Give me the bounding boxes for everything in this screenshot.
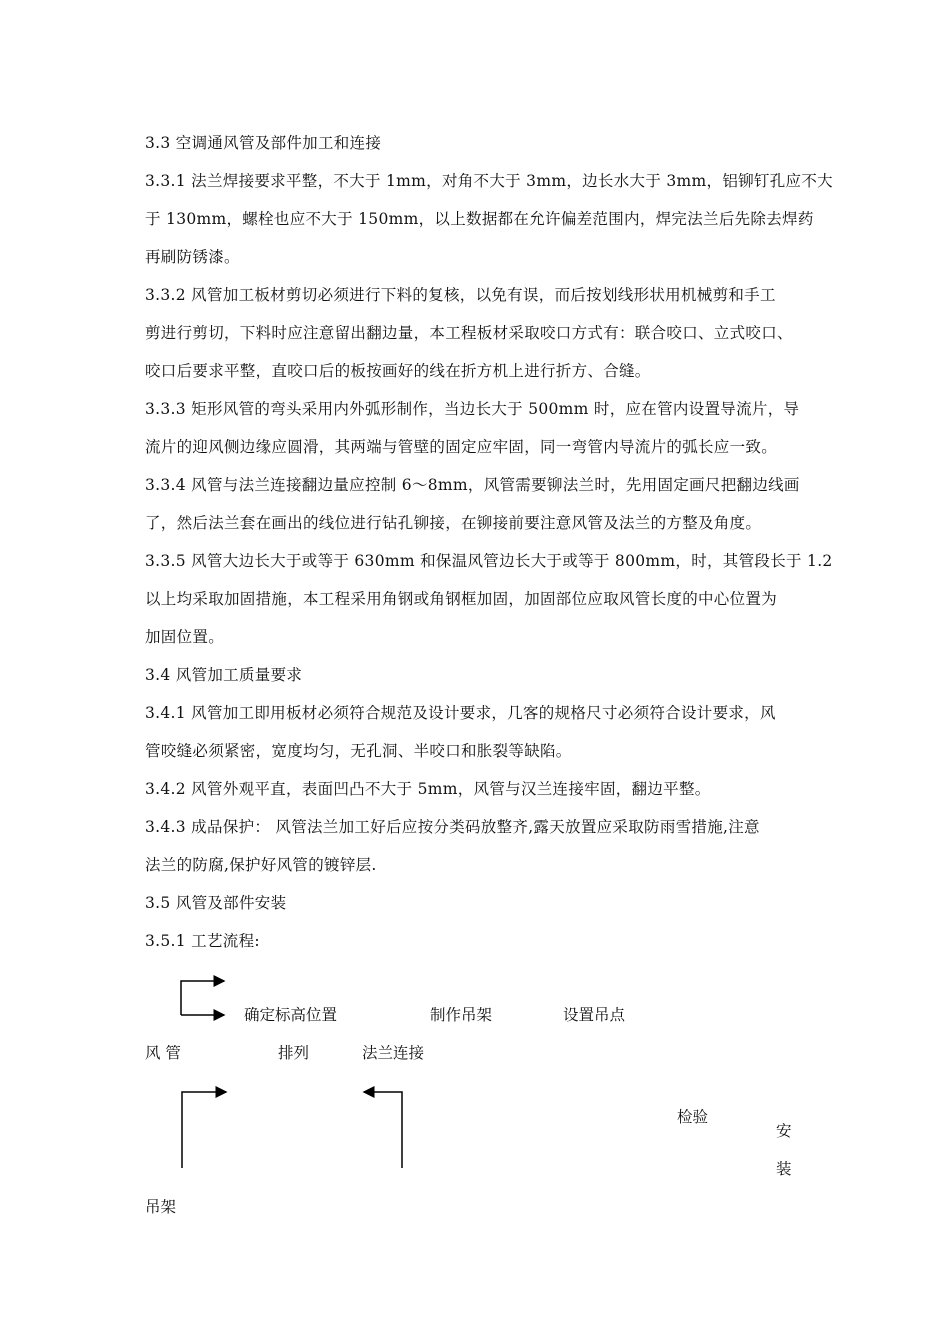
flow-inspect: 检验 (677, 1108, 709, 1126)
flow-confirm-elevation: 确定标高位置 (244, 1006, 338, 1024)
paragraph-line: 加固位置。 (145, 628, 225, 646)
paragraph-line: 3.5.1 工艺流程: (145, 932, 260, 950)
paragraph-line: 3.4.1 风管加工即用板材必须符合规范及设计要求，几客的规格尺寸必须符合设计要求，风 (145, 704, 776, 722)
paragraph-line: 以上均采取加固措施，本工程采用角钢或角钢框加固，加固部位应取风管长度的中心位置为 (145, 590, 778, 608)
flow-make-hanger: 制作吊架 (430, 1006, 493, 1024)
flow-install-char-2: 装 (776, 1160, 792, 1178)
paragraph-line: 剪进行剪切，下料时应注意留出翻边量，本工程板材采取咬口方式有：联合咬口、立式咬口、 (145, 324, 793, 342)
paragraph-line: 3.4.2 风管外观平直，表面凹凸不大于 5mm，风管与汉兰连接牢固，翻边平整。 (145, 780, 711, 798)
paragraph-line: 流片的迎风侧边缘应圆滑，其两端与管壁的固定应牢固，同一弯管内导流片的弧长应一致。 (145, 438, 778, 456)
paragraph-line: 咬口后要求平整，直咬口后的板按画好的线在折方机上进行折方、合缝。 (145, 362, 651, 380)
paragraph-line: 3.3.2 风管加工板材剪切必须进行下料的复核，以免有误，而后按划线形状用机械剪和手工 (145, 286, 776, 304)
paragraph-line: 管咬缝必须紧密，宽度均匀，无孔洞、半咬口和胀裂等缺陷。 (145, 742, 572, 760)
flow-install-char-1: 安 (776, 1122, 792, 1140)
paragraph-line: 于 130mm，螺栓也应不大于 150mm，以上数据都在允许偏差范围内，焊完法兰后先除去焊药 (145, 210, 814, 228)
section-heading-3-4: 3.4 风管加工质量要求 (145, 666, 303, 684)
paragraph-line: 3.3.4 风管与法兰连接翻边量应控制 6～8mm，风管需要铆法兰时，先用固定画尺把翻边线画 (145, 476, 800, 494)
section-heading-3-3: 3.3 空调通风管及部件加工和连接 (145, 134, 382, 152)
flow-hanger: 吊架 (145, 1198, 177, 1216)
hanger-to-arrange-arrow (182, 1092, 226, 1168)
flow-duct: 风 管 (145, 1044, 181, 1062)
paragraph-line: 3.4.3 成品保护： 风管法兰加工好后应按分类码放整齐,露天放置应采取防雨雪措施,注意 (145, 818, 760, 836)
paragraph-line: 了，然后法兰套在画出的线位进行钻孔铆接，在铆接前要注意风管及法兰的方整及角度。 (145, 514, 762, 532)
top-bracket-arrow (181, 981, 224, 1015)
flange-return-arrow (364, 1092, 402, 1168)
paragraph-line: 法兰的防腐,保护好风管的镀锌层. (145, 856, 377, 874)
paragraph-line: 3.3.1 法兰焊接要求平整，不大于 1mm，对角不大于 3mm，边长水大于 3mm，铝铆钉孔应不大 (145, 172, 833, 190)
flow-flange-connect: 法兰连接 (362, 1044, 425, 1062)
flow-set-hanging-point: 设置吊点 (563, 1006, 626, 1024)
flow-arrange: 排列 (278, 1044, 310, 1062)
paragraph-line: 3.3.3 矩形风管的弯头采用内外弧形制作，当边长大于 500mm 时，应在管内设置导流片，导 (145, 400, 800, 418)
paragraph-line: 3.3.5 风管大边长大于或等于 630mm 和保温风管边长大于或等于 800mm，时，其管段长于 1.2 (145, 552, 833, 570)
paragraph-line: 再刷防锈漆。 (145, 248, 240, 266)
section-heading-3-5: 3.5 风管及部件安装 (145, 894, 287, 912)
